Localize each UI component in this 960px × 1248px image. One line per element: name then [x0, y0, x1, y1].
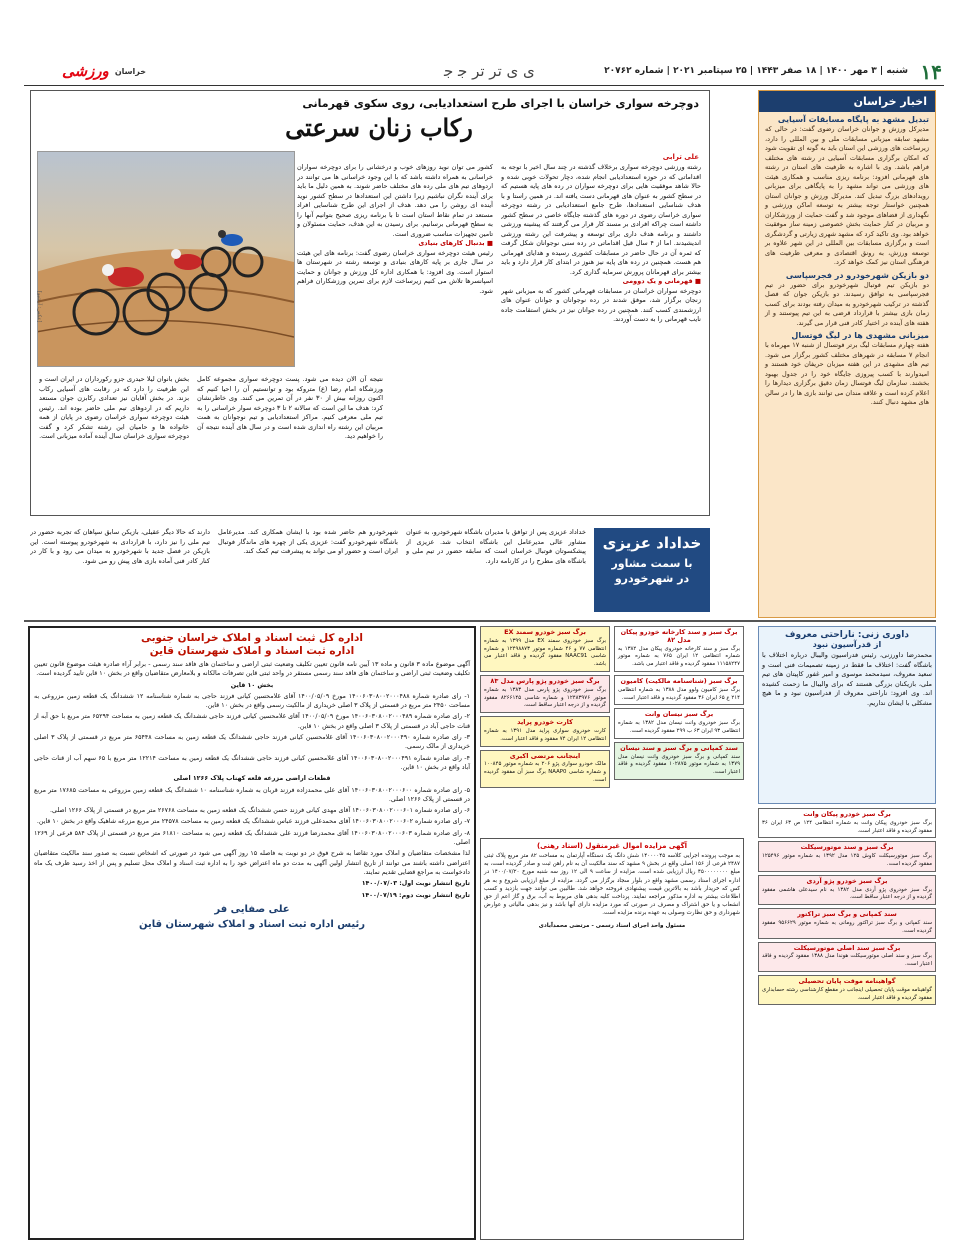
page-number: ۱۴: [920, 60, 942, 84]
legal-title: اداره ثبت اسناد و املاک شهرستان قاین: [149, 645, 355, 657]
sidebar-title: اخبار خراسان: [759, 91, 935, 112]
ad-title: سند کمپانی و برگ سبز تراکتور: [797, 910, 897, 919]
ad-body: برگ سبز خودروی سمند EX مدل ۱۳۹۹ به شماره انتظامی ۷۷ و ۴۶ شماره موتور ۱۲۴۹۸۸۷۳ و شماره شاسی NAAC91 مفقود گردیده و فاقد اعتبار می باشد.: [484, 637, 607, 668]
davarzani-news: [758, 626, 936, 804]
legal-notice: [28, 626, 476, 1240]
ad-body: سند کمپانی و برگ سبز خودروی وانت نیسان مدل ۱۳۷۹ به شماره موتور ۱۰۲۸۷۵ مفقود گردیده و فاقد اعتبار است.: [618, 753, 740, 776]
article-text: رشته ورزشی دوچرخه سواری برخلاف گذشته در چند سال اخیر با توجه به اقداماتی که در حوزه استعدادیابی انجام شده، دچار تحولات خوبی شده و حالا شاهد موفقیت هایی برای دوچرخه سواران در رده های پایه هستیم که در سطح کشور به عنوان های قهرمانی دست یافته اند. در همین راستا و با هدف شناسایی استعدادها، طرح جامع استعدادیابی در رشته دوچرخه سواری خراسان رضوی در دوره های گذشته جایگاه خاصی در سطح کشور داشته است چراکه افرادی بر مسند کار قرار می گرفتند که پیشینه ورزشی داشتند و برنامه هدف داری برای توسعه و پیشرفت این رشته ورزشی اندیشیدند. اما از ۴ سال قبل اقداماتی در رده سنی نوجوانان شکل گرفت که ثمره آن در حال حاضر در مسابقات کشوری رسیده و هدایای قهرمانی هم هست. همچنین در رده های پایه نیز هنوز در ابتدای کار قرار دارد و باید بیشتر برای قهرمانان پرورش سرمایه گذاری کرد.: [501, 163, 701, 276]
legal-date: تاریخ انتشار نوبت دوم: ۱۴۰۰/۰۷/۱۹: [361, 891, 470, 899]
legal-section: بخش ۱۰ قاین: [230, 681, 274, 689]
legal-title: اداره کل ثبت اسناد و املاک خراسان جنوبی: [140, 632, 364, 644]
article-headline: رکاب زنان سرعتی: [285, 113, 473, 142]
ad-body: سند کمپانی و برگ سبز تراکتور رومانی به شماره موتور ۹۵۶۶۲۹ مفقود گردیده است.: [762, 919, 932, 934]
classified-ad: [758, 808, 936, 838]
right-bottom-column: [758, 626, 936, 1240]
news-body: دو بازیکن تیم فوتبال شهرخودرو برای حضور در تیم فجرسپاسی به توافق رسیدند. دو بازیکن جوان که فصل گذشته در ترکیب شهرخودرو به میدان رفته بودند برای کسب زمان بازی بیشتر با قرارداد قرضی به این تیم پیوستند و از هفته های آینده در اختیار کادر فنی قرار می گیرند.: [765, 280, 929, 327]
article-subhead: دوچرخه سواری خراسان با اجرای طرح استعدادیابی، روی سکوی قهرمانی: [302, 97, 699, 110]
cyclists-photo: [37, 151, 295, 367]
article-text: دوچرخه سواران خراسان در مسابقات قهرمانی کشور که به میزبانی شهر زنجان برگزار شد، موفق شدند در رده نوجوانان و جوانان عنوان های ارزشمندی کسب کنند. همچنین در رده جوانان نیز در بخش استقامت جاده نایب قهرمانی را به دست آوردند.: [501, 286, 701, 323]
legal-section: قطعات اراضی مزرعه قلعه کهناب پلاک ۱۲۶۶ اصلی: [173, 775, 331, 783]
article-column-4: [39, 375, 189, 505]
ads-column-c: [758, 808, 936, 1236]
classified-ad: [614, 626, 744, 672]
davarzani-body: محمدرضا داورزنی، رئیس فدراسیون والیبال درباره اختلاف با باشگاه گفت: اختلاف ما فقط در زمینه تصمیمات فنی است و سعید معروف، سیدمحمد موسوی و امیر غفور کاپیتان های تیم ملی، بازیکنان بزرگی هستند که برای والیبال ما زحمت کشیده اند. وی افزود: ناراحتی معروف از فدراسیون نبود و ما هیچ مشکلی با ایشان نداریم.: [762, 651, 932, 707]
ad-title: برگ سبز خودرو پیکان وانت: [803, 810, 891, 818]
dateline: شنبه | ۳ مهر ۱۴۰۰ | ۱۸ صفر ۱۴۴۳ | ۲۵ سپتامبر ۲۰۲۱ | شماره ۲۰۷۶۲: [604, 66, 908, 76]
section-logo: [26, 60, 146, 82]
ad-title: برگ سبز خودرو پژو پارس مدل ۸۳: [490, 676, 600, 685]
legal-entry: ۵- رای صادره شماره ۱۴۰۰۶۰۳۰۸۰۰۲۰۰۰۶۰۰ آقای علی محمدزاده فرزند قربان به شماره شناسنامه ۱۰ ششدانگ یک قطعه زمین مزروعی به مساحت ۱۷۶۸۵ متر مربع در قسمتی از پلاک ۱۲۶۶ اصلی.: [34, 786, 471, 803]
legal-entry: ۷- رای صادره شماره ۱۴۰۰۶۰۳۰۸۰۰۲۰۰۰۶۰۲ آقای محمدعلی فرزند عباس ششدانگ یک قطعه زمین به مساحت ۲۴۵۷۸ متر مربع مزرعه شاهیک واقع در بخش ۱۰ قاین.: [36, 818, 470, 826]
decorative-brush-strokes: ﻯ ﻯ ﺗﺮ ﺗﺮ ﺟ ﺟ: [444, 62, 535, 80]
article-column-1: [501, 163, 701, 503]
notice-title: آگهی مزایده اموال غیرمنقول (اسناد رهنی): [536, 842, 688, 850]
article-text: رئیس هیئت دوچرخه سواری خراسان رضوی گفت: برنامه های این هیئت در سال جاری بر پایه کارهای بنیادی و توسعه رشته در شهرستان ها استوار است. وی افزود: با همکاری اداره کل ورزش و جوانان و حمایت اسپانسرها تلاش می کنیم زیرساخت لازم برای تمرین ورزشکاران فراهم شود.: [297, 248, 493, 295]
azizi-heading-line: با سمت مشاور: [611, 557, 693, 570]
ad-title: اینجانب مرتضی اکبری: [509, 751, 581, 760]
legal-closing: لذا مشخصات متقاضیان و املاک مورد تقاضا به شرح فوق در دو نوبت به فاصله ۱۵ روز آگهی می شود در صورتی که اشخاص نسبت به صدور سند مالکیت متقاضیان اعتراضی داشته باشند می توانند از تاریخ انتشار اولین آگهی به مدت دو ماه اعتراض خود را به اداره ثبت اسناد و املاک محل تسلیم و پس از اخذ رسید ظرف یک ماه دادخواست به مراجع قضایی تقدیم نمایند.: [34, 850, 470, 876]
ad-title: برگ سبز خودرو سمند EX: [504, 628, 586, 636]
ad-title: برگ سبز نیسان وانت: [644, 710, 714, 719]
article-text: کشور می توان نوید روزهای خوب و درخشانی را برای دوچرخه سواران خراسانی به همراه داشته باشد که با این وجود خراسانی ها می توانند در اردوهای تیم های ملی رده های مختلف حاضر شوند. به همین دلیل ما باید برای آینده نگران نباشیم زیرا داشتن این استعدادها در سطح کشور نوید آینده ای روشن را می دهد. هدف از اجرای این طرح شناسایی افراد مستعد در تمام نقاط استان است تا با برنامه ریزی صحیح بتوانیم آنها را به سطح قهرمانی برسانیم. برای رسیدن به این هدف، حمایت مسئولان و تامین تجهیزات مناسب ضروری است.: [297, 163, 493, 238]
legal-entry: ۲- رای صادره شماره ۱۴۰۰۶۰۳۰۸۰۰۲۰۰۰۴۸۹ مورخ ۱۴۰۰/۰۵/۰۹ آقای غلامحسین کیانی فرزند حاجی ششدانگ یک قطعه زمین به مساحت ۶۵۲۹۴ متر مربع با حق آبه از قنات حاجی آباد در قسمتی از پلاک ۳ اصلی واقع در بخش ۱۰ قاین.: [34, 713, 470, 730]
classified-ad: [614, 675, 744, 705]
ads-column-b: [614, 626, 744, 836]
news-body: هفته چهارم مسابقات لیگ برتر فوتسال از شنبه ۱۷ مهرماه با انجام ۷ مسابقه در شهرهای مختلف کشور برگزار می شود. تیم های مشهدی در این هفته میزبان حریفان خود هستند و امیدوارند با کسب پیروزی جایگاه خود را در جدول بهبود بخشند. سازمان لیگ فوتسال زمان دقیق برگزاری دیدارها را اعلام کرده است و علاقه مندان می توانند بازی ها را در سالن های مشهد دنبال کنند.: [765, 341, 929, 406]
photo-credit: [عکس: آرشیو]: [36, 291, 42, 323]
article-subheading: ■ قهرمانی و یک دوومی: [622, 277, 701, 285]
main-article: [30, 90, 710, 516]
classified-ad: [480, 675, 610, 713]
ad-body: مالک خودرو سواری پژو ۲۰۶ به شماره موتور ۱۰۰۸۴۵ و شماره شاسی NAAP0 برگ سبز آن مفقود گردیده است.: [484, 761, 607, 783]
ad-title: برگ سبز و سند کارخانه خودرو پیکان مدل ۸۲: [620, 628, 738, 644]
classified-ad: [614, 742, 744, 780]
davarzani-title: داوری زنی: ناراحتی معروف: [785, 630, 909, 640]
legal-entry: ۱- رای صادره شماره ۱۴۰۰۶۰۳۰۸۰۰۲۰۰۰۴۸۸ مورخ ۱۴۰۰/۰۵/۰۹ آقای غلامحسین کیانی فرزند حاجی به شماره شناسنامه ۱۲ ششدانگ یک قطعه زمین مزروعی به مساحت ۲۴۵۰ متر مربع در قسمتی از پلاک ۳ اصلی خریداری از مالکیت رسمی واقع در بخش ۱۰ قاین.: [34, 692, 470, 710]
davarzani-title: از قدرآسیون نبود: [812, 640, 882, 649]
ad-body: برگ سبز کامیون ولوو مدل ۱۳۸۸ به شماره انتظامی ۲۱۴ ع ۶۵ ایران ۳۶ مفقود گردیده و فاقد اعتبار است.: [618, 686, 740, 701]
classified-ad: [480, 716, 610, 746]
legal-intro: آگهی موضوع ماده ۳ قانون و ماده ۱۳ آیین نامه قانون تعیین تکلیف وضعیت ثبتی اراضی و ساختمان های فاقد سند رسمی - برابر آراء صادره هیئت موضوع قانون تعیین تکلیف وضعیت ثبتی اراضی و ساختمان های فاقد سند رسمی مستقر در واحد ثبتی قاین تصرفات مالکانه و بلامعارض متقاضیان واقع در بخش ۱۰ قاین تایید گردیده است.: [34, 661, 470, 678]
classified-ad: [614, 708, 744, 738]
azizi-article: [30, 522, 710, 614]
news-body: مدیرکل ورزش و جوانان خراسان رضوی گفت: در حالی که مشهد سابقه میزبانی مسابقات ملی و بین المللی را دارد، زیرساخت های ورزشی این استان باید به گونه ای تقویت شود که امکان برگزاری مسابقات آسیایی در رشته های مختلف فراهم باشد. وی با اشاره به ظرفیت های استان در رشته های قهرمانی افزود: برنامه ریزی مناسب و همکاری هیئت های ورزشی می تواند مشهد را به پایگاهی برای میزبانی رویدادهای بزرگ تبدیل کند. مدیرکل ورزش و جوانان استان همچنین خواستار توجه بیشتر به توسعه اماکن ورزشی و نگهداری از فضاهای موجود شد و گفت حمایت از ورزشکاران و مربیان در کنار حمایت بخش خصوصی زمینه ساز موفقیت خواهد بود. وی تاکید کرد که مشهد شهری زیارتی و گردشگری است و برگزاری مسابقات بین المللی در این شهر علاوه بر توسعه ورزش، به رونق اقتصادی و معرفی ظرفیت های فرهنگی استان نیز کمک خواهد کرد.: [765, 125, 929, 266]
page-header: [24, 56, 944, 86]
classified-ad: [758, 975, 936, 1005]
ad-title: برگ سبز سند اصلی موتورسیکلت: [793, 943, 901, 952]
section-divider: [24, 620, 936, 622]
classified-ad: [758, 942, 936, 972]
classified-ad: [758, 841, 936, 871]
news-headline: تبدیل مشهد به پایگاه مسابقات آسیایی: [777, 115, 929, 124]
azizi-column-3: [30, 528, 210, 610]
ad-title: برگ سبز خودرو پژو آردی: [806, 876, 888, 885]
article-text: نتیجه آن الان دیده می شود. پست دوچرخه سواری مجموعه کامل ورزشگاه امام رضا (ع) متروکه بود و توانستیم آن را احیا کنیم که اکنون روزانه بیش از ۳۰ نفر در آن تمرین می کنند. وی خاطرنشان کرد: هدف ما این است که سالانه ۲ تا ۳ دوچرخه سوار خراسانی را به تیم ملی معرفی کنیم. مراکز استعدادیابی و تیم نوجوانان به همت مربیان این رشته راه اندازی شده است و در سال های آینده نتیجه آن را خواهیم دید.: [197, 375, 383, 440]
article-column-3: [197, 375, 383, 505]
khorasan-news-sidebar: [758, 90, 936, 618]
ad-title: برگ سبز و سند موتورسیکلت: [800, 843, 894, 852]
ad-body: برگ سبز و سند کارخانه خودروی پیکان مدل ۱۳۸۲ به شماره انتظامی ۱۲ ایران ۷۶۵ به شماره موتور ۱۱۱۵۸۲۴۷ مفقود گردیده و فاقد اعتبار می باشد.: [618, 645, 741, 668]
ads-column-a: [480, 626, 610, 836]
legal-signer-title: رئیس اداره ثبت اسناد و املاک شهرستان قاین: [139, 918, 365, 930]
classified-ad: [480, 626, 610, 672]
classified-ad: [758, 908, 936, 938]
ad-body: برگ سبز خودروی وانت نیسان مدل ۱۳۸۲ به شماره انتظامی ۹۳ ایران ۶۳ ب ۲۹۹ مفقود گردیده است.: [618, 720, 740, 734]
ad-body: برگ سبز خودروی پیکان وانت به شماره انتظامی ۱۲۴ ص ۶۳ ایران ۳۶ مفقود گردیده و فاقد اعتبار است.: [762, 819, 932, 834]
legal-signer-name: علی صفایی فر: [214, 903, 290, 915]
ad-body: برگ سبز خودروی پژو پارس مدل ۱۳۸۳ به شماره موتور ۱۲۴۸۳۹۷۶ و شماره شاسی ۸۲۶۶۱۴۵ مفقود گردیده و از درجه اعتبار ساقط است.: [484, 686, 606, 709]
legal-entry: ۸- رای صادره شماره ۱۴۰۰۶۰۳۰۸۰۰۲۰۰۰۶۰۳ آقای محمدرضا فرزند علی ششدانگ یک قطعه زمین به مساحت ۶۱۸۱۰ متر مربع در قسمتی از پلاک ۵۸۴ فرعی از ۱۲۶۹ اصلی.: [34, 829, 470, 847]
article-text: شهرخودرو هم حاضر شده بود با ایشان همکاری کند. مدیرعامل باشگاه شهرخودرو گفت: عزیزی یکی از چهره های ماندگار فوتبال ایران است و حضور او می تواند به پیشرفت تیم کمک کند.: [218, 528, 398, 555]
ad-body: برگ سبز خودروی پژو آردی مدل ۱۳۸۲ به نام سیدعلی هاشمی مفقود گردیده و از درجه اعتبار ساقط است.: [762, 886, 933, 901]
legal-entry: ۳- رای صادره شماره ۱۴۰۰۶۰۳۰۸۰۰۲۰۰۰۴۹۰ آقای غلامحسین کیانی فرزند حاجی ششدانگ یک قطعه زمین به مساحت ۶۵۴۴۸ متر مربع در قسمتی از پلاک ۳ اصلی خریداری از مالک رسمی.: [34, 734, 470, 751]
classified-ad: [480, 750, 610, 788]
ad-body: برگ سبز و سند اصلی موتورسیکلت هوندا مدل ۱۳۸۸ مفقود گردیده و فاقد اعتبار است.: [762, 953, 932, 968]
ad-body: گواهینامه موقت پایان تحصیلی اینجانب در مقطع کارشناسی رشته حسابداری مفقود گردیده و فاقد اعتبار است.: [762, 986, 932, 1001]
logo-sub: خراسان: [114, 66, 146, 76]
logo-main: ورزشی: [62, 62, 109, 80]
article-text: دارند که حالا دیگر عقیلی، بازیکن سابق سپاهان که تجربه حضور در تیم ملی را نیز دارد، با قراردادی به شهرخودرو پیوسته است. این بازیکن در فصل جدید با شهرخودرو به میدان می رود و با کار در کنار کادر فنی آماده بازی های پیش رو می شود.: [30, 528, 210, 565]
notice-body: به موجب پرونده اجرایی کلاسه ۱۴۰۰۰۰۴۵ شش دانگ یک دستگاه آپارتمان به مساحت ۸۲ متر مربع پلاک ثبتی ۲۴۸۷ فرعی از ۱۵۶ اصلی واقع در بخش ۹ مشهد که سند مالکیت آن به نام راهن ثبت و صادر گردیده است، به مبلغ ۴۵۰۰۰۰۰۰۰۰ ریال ارزیابی شده است. مزایده از ساعت ۹ الی ۱۲ روز سه شنبه مورخ ۱۴۰۰/۰۷/۲۰ در اداره اجرای اسناد رسمی مشهد واقع در بلوار سجاد برگزار می گردد. مزایده از مبلغ ارزیابی شروع و به هر کس که خریدار باشد به بالاترین قیمت پیشنهادی فروخته خواهد شد. طالبین می توانند جهت بازدید و کسب اطلاعات بیشتر به اداره مذکور مراجعه نمایند. پرداخت کلیه بدهی های مربوط به آب، برق و گاز اعم از حق انشعاب و یا حق اشتراک و مصرف در صورتی که مورد مزایده دارای آنها باشد و نیز بدهی مالیاتی و عوارض شهرداری و حق نظارت وصولی به عهده برنده مزایده است.: [484, 853, 740, 917]
auction-notice: [480, 838, 744, 1240]
ad-body: برگ سبز موتورسیکلت کاوش ۱۲۵ مدل ۱۳۹۲ به شماره موتور ۱۲۵۴۹۶ مفقود گردیده است.: [762, 853, 932, 867]
news-headline: دو بازیکن شهرخودرو در فجرسپاسی: [785, 270, 929, 280]
azizi-column-1: [406, 528, 586, 610]
ad-title: کارت خودرو پراید: [517, 718, 573, 727]
notice-footer: مسئول واحد اجرای اسناد رسمی - مرتضی محمدآبادی: [538, 922, 686, 929]
legal-entry: ۶- رای صادره شماره ۱۴۰۰۶۰۳۰۸۰۰۲۰۰۰۶۰۱ آقای مهدی کیانی فرزند حسن ششدانگ یک قطعه زمین به مساحت ۲۶۷۶۸ متر مربع در قسمتی از پلاک ۱۲۶۶ اصلی.: [49, 807, 470, 815]
legal-date: تاریخ انتشار نوبت اول: ۱۴۰۰/۰۷/۰۳: [361, 880, 470, 888]
azizi-heading-line: در شهرخودرو: [614, 572, 690, 585]
article-subheading: ■ بدنبال کارهای بنیادی: [418, 239, 493, 247]
azizi-heading-box: [594, 528, 710, 612]
ad-title: برگ سبز (شناسنامه مالکیت) کامیون: [620, 676, 738, 685]
legal-entry: ۴- رای صادره شماره ۱۴۰۰۶۰۳۰۸۰۰۲۰۰۰۴۹۱ آقای غلامحسین کیانی فرزند حاجی ششدانگ یک قطعه زمین به مساحت ۱۲۲۱۴ متر مربع با ۶۵ سهم آب از قنات حاجی آباد واقع در بخش ۱۰ قاین.: [34, 754, 470, 771]
article-byline: علی ترابی: [662, 153, 699, 161]
velodrome-image: [37, 152, 294, 367]
article-text: خداداد عزیزی پس از توافق با مدیران باشگاه شهرخودرو، به عنوان مشاور عالی مدیرعامل این باشگاه انتخاب شد. عزیزی از پیشکسوتان فوتبال خراسان است که سابقه حضور در تیم ملی و باشگاه های مطرح را در کارنامه دارد.: [406, 528, 586, 565]
news-headline: میزبانی مشهدی ها در لیگ فوتسال: [791, 331, 929, 340]
ad-title: گواهینامه موقت پایان تحصیلی: [798, 976, 896, 985]
classified-ad: [758, 875, 936, 905]
article-text: بخش بانوان لیلا حیدری جزو رکورداران در ایران است و این ظرفیت را دارد که در رقابت های آسیایی رکاب بزند. در بخش آقایان نیز تعدادی رکابزن جوان مستعد داریم که در اردوهای تیم ملی حاضر بوده اند. رئیس هیئت دوچرخه سواری خراسان رضوی در پایان از همه خانواده ها و حامیان این رشته تشکر کرد و گفت دوچرخه سواری خراسان سال آینده آماده میزبانی است.: [39, 375, 189, 440]
azizi-heading-name: خداداد عزیزی: [602, 534, 702, 552]
ad-title: سند کمپانی و برگ سبز و سند نیسان: [620, 743, 738, 752]
azizi-column-2: [218, 528, 398, 610]
ad-body: کارت خودروی سواری پراید مدل ۱۳۹۱ به شماره انتظامی ۱۲ ایران ۷۴ مفقود و فاقد اعتبار است.: [484, 727, 606, 742]
